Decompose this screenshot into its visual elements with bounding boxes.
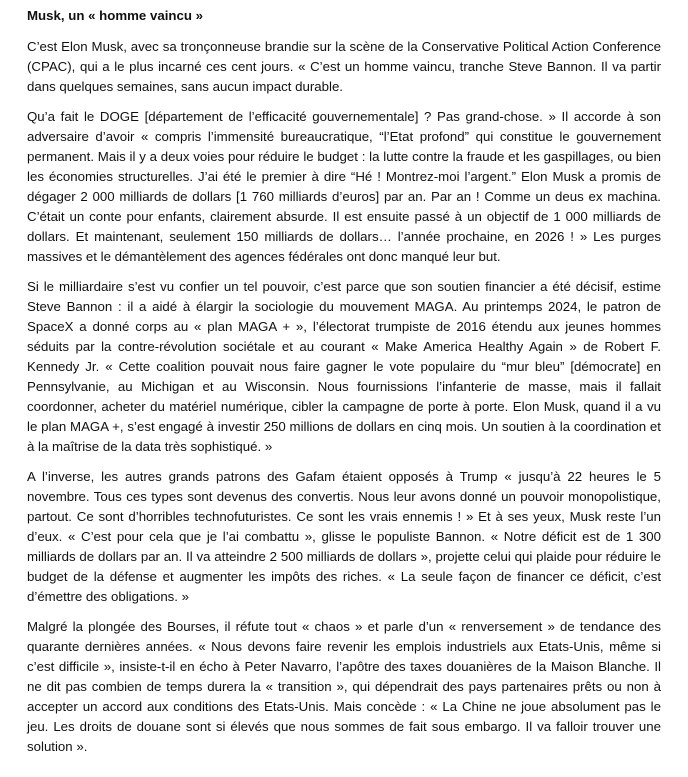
article-paragraph-3: Si le milliardaire s’est vu confier un tel pouvoir, c’est parce que son soutien financier a été décisif, estime Steve Bannon : il a aidé à élargir la sociologie du mouvement MAGA. Au printemps 2024, le patron de SpaceX a donné corps au « plan MAGA + », l’électorat trumpiste de 2016 étendu aux jeunes hommes séduits par la contre-révolution sociétale et au courant « Make America Healthy Again » de Robert F. Kennedy Jr. « Cette coalition pouvait nous faire gagner le vote populaire du “mur bleu” [démocrate] en Pennsylvanie, au Michigan et au Wisconsin. Nous fournissions l’infanterie de masse, mais il fallait coordonner, acheter du matériel numérique, cibler la campagne de porte à porte. Elon Musk, quand il a vu le plan MAGA +, s’est engagé à investir 250 millions de dollars en cinq mois. Un soutien à la coordination et à la maîtrise de la data très sophistiqué. » [27,279,661,454]
article-title: Musk, un « homme vaincu » [27,8,203,23]
article-paragraph-4: A l’inverse, les autres grands patrons des Gafam étaient opposés à Trump « jusqu’à 22 heures le 5 novembre. Tous ces types sont devenus des convertis. Nous leur avons donné un pouvoir monopolistique, partout. Ce sont d’horribles technofuturistes. Ce sont les vrais ennemis ! » Et à ses yeux, Musk reste l’un d’eux. « C’est pour cela que je l’ai combattu », glisse le populiste Bannon. « Notre déficit est de 1 300 milliards de dollars par an. Il va atteindre 2 500 milliards de dollars », projette celui qui plaide pour réduire le budget de la défense et augmenter les impôts des riches. « La seule façon de financer ce déficit, c’est d’émettre des obligations. » [27,469,661,604]
article-paragraph-1: C’est Elon Musk, avec sa tronçonneuse brandie sur la scène de la Conservative Political Action Conference (CPAC), qui a le plus incarné ces cent jours. « C’est un homme vaincu, tranche Steve Bannon. Il va partir dans quelques semaines, sans aucun impact durable. [27,39,661,94]
article-paragraph-5: Malgré la plongée des Bourses, il réfute tout « chaos » et parle d’un « renversement » de tendance des quarante dernières années. « Nous devons faire revenir les emplois industriels aux Etats-Unis, même si c’est difficile », insiste-t-il en écho à Peter Navarro, l’apôtre des taxes douanières de la Maison Blanche. Il ne dit pas combien de temps durera la « transition », qui dépendrait des pays partenaires prêts ou non à accepter un accord aux conditions des Etats-Unis. Mais concède : « La Chine ne joue absolument pas le jeu. Les droits de douane sont si élevés que nous sommes de fait sous embargo. Il va falloir trouver une solution ». [27,619,661,754]
article-paragraph-2: Qu’a fait le DOGE [département de l’efficacité gouvernementale] ? Pas grand-chose. » Il accorde à son adversaire d’avoir « compris l’immensité bureaucratique, “l’Etat profond” qui constitue le gouvernement permanent. Mais il y a deux voies pour réduire le budget : la lutte contre la fraude et les gaspillages, ou bien les économies structurelles. J’ai été le premier à dire “Hé ! Montrez-moi l’argent.” Elon Musk a promis de dégager 2 000 milliards de dollars [1 760 milliards d’euros] par an. Par an ! Comme un deus ex machina. C’était un conte pour enfants, clairement absurde. Il est ensuite passé à un objectif de 1 000 milliards de dollars. Et maintenant, seulement 150 milliards de dollars… l’année prochaine, en 2026 ! » Les purges massives et le démantèlement des agences fédérales ont donc manqué leur but. [27,109,661,264]
